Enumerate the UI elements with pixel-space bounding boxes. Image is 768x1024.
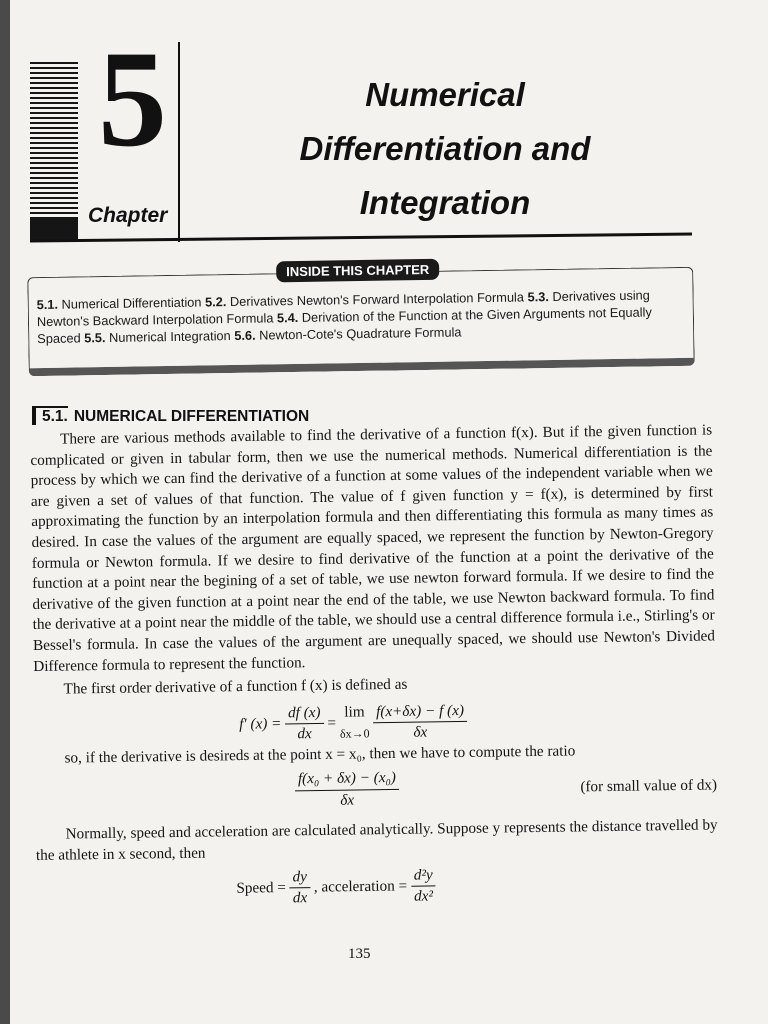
toc-text-3: Derivatives using Newton's Backward Interpolation Formula <box>36 287 650 330</box>
toc-text-2: Derivatives Newton's Forward Interpolation Formula <box>226 289 528 310</box>
eq2-note: (for small value of dx) <box>580 776 718 796</box>
horizontal-rule <box>30 233 692 243</box>
paragraph-4: Normally, speed and acceleration are calculated analytically. Suppose y represents the distance travelled by the athlete in x second, then <box>35 816 718 864</box>
toc-num-2: 5.2. <box>204 294 227 310</box>
toc-num-3: 5.3. <box>527 289 549 305</box>
eq1-lim-sub: δx→0 <box>339 726 370 741</box>
eq1-lhs: f′ (x) = <box>239 714 282 733</box>
toc-text-4: Derivation of the Function at the Given Arguments not Equally Spaced <box>37 304 652 347</box>
eq1-equals: = <box>327 714 337 732</box>
title-line-1: Numerical <box>365 76 525 113</box>
title-line-2: Differentiation and <box>299 130 591 167</box>
toc-num-4: 5.4. <box>276 309 299 326</box>
speed-label: Speed = <box>236 878 287 897</box>
paragraph-2: The first order derivative of a function f (x) is defined as <box>63 675 408 698</box>
eq2-num: f(x₀ + δx) − (x₀) <box>295 768 399 791</box>
accel-den: dx² <box>413 887 434 905</box>
accel-num: d²y <box>411 865 436 887</box>
toc-num-1: 5.1. <box>36 296 59 313</box>
toc-text-6: Newton-Cote's Quadrature Formula <box>255 324 462 343</box>
inside-chapter-label: INSIDE THIS CHAPTER <box>276 259 439 283</box>
toc-num-6: 5.6. <box>234 327 256 343</box>
paragraph-3: so, if the derivative is desireds at the point x = x₀, then we have to compute the ratio <box>64 742 576 767</box>
title-line-3: Integration <box>359 184 531 221</box>
speed-num: dy <box>289 867 310 889</box>
inside-chapter-contents <box>37 286 686 347</box>
toc-num-5: 5.5. <box>84 330 106 346</box>
inside-chapter-box <box>27 261 694 376</box>
book-page <box>10 0 768 1024</box>
section-title: NUMERICAL DIFFERENTIATION <box>73 408 310 425</box>
body-text <box>30 420 719 916</box>
toc-text-5: Numerical Integration <box>105 327 235 346</box>
paragraph-1: There are various methods available to find the derivative of a function f(x). But if the given function is complicated or given in tabular form, then we use the numerical methods. Numerical differentiation is the process by which we can find the derivative of a function at some values of the independent variable when we are given a set of values of that function. The value of f given function y = f(x), is determined by first approximating the function by an interpolation formula and then differentiating this formula as many times as desired. In case the values of the argument are equally spaced, we represent the function by Newton-Gregory formula or Newton formula. If we desire to find derivative of the function at a point the derivative of the function at a point near the begining of a set of table, we use newton forward formula. If we desire to find the derivative of the given function at a point near the end of the table, we use Newton backward formula. To find the derivative at a point near the middle of the table, we should use a central difference formula i.e., Stirling's or Bessel's formula. In case the values of the argument are unequally spaced, we should use Newton's Divided Difference formula to represent the function. <box>30 421 716 675</box>
vertical-rule <box>178 42 180 242</box>
eq1-frac2-num: f(x+δx) − f (x) <box>373 701 467 724</box>
chapter-title <box>210 68 680 230</box>
eq1-lim: lim <box>344 703 365 721</box>
eq1-frac2-den: δx <box>413 723 428 741</box>
eq1-frac1-den: dx <box>297 725 312 743</box>
accel-label: , acceleration = <box>313 876 408 896</box>
section-heading <box>32 408 309 426</box>
equation-ratio <box>35 760 718 822</box>
chapter-word: Chapter <box>88 204 168 227</box>
eq2-den: δx <box>340 791 355 809</box>
chapter-number: 5 <box>98 22 167 175</box>
decorative-stripes <box>30 62 78 240</box>
eq1-frac1-num: df (x) <box>285 703 324 725</box>
equation-derivative-definition <box>34 691 717 749</box>
page-number: 135 <box>348 946 371 962</box>
equation-speed-acceleration <box>36 857 719 917</box>
speed-den: dx <box>292 889 308 907</box>
section-number: 5.1. <box>32 406 68 425</box>
toc-text-1: Numerical Differentiation <box>57 294 206 312</box>
